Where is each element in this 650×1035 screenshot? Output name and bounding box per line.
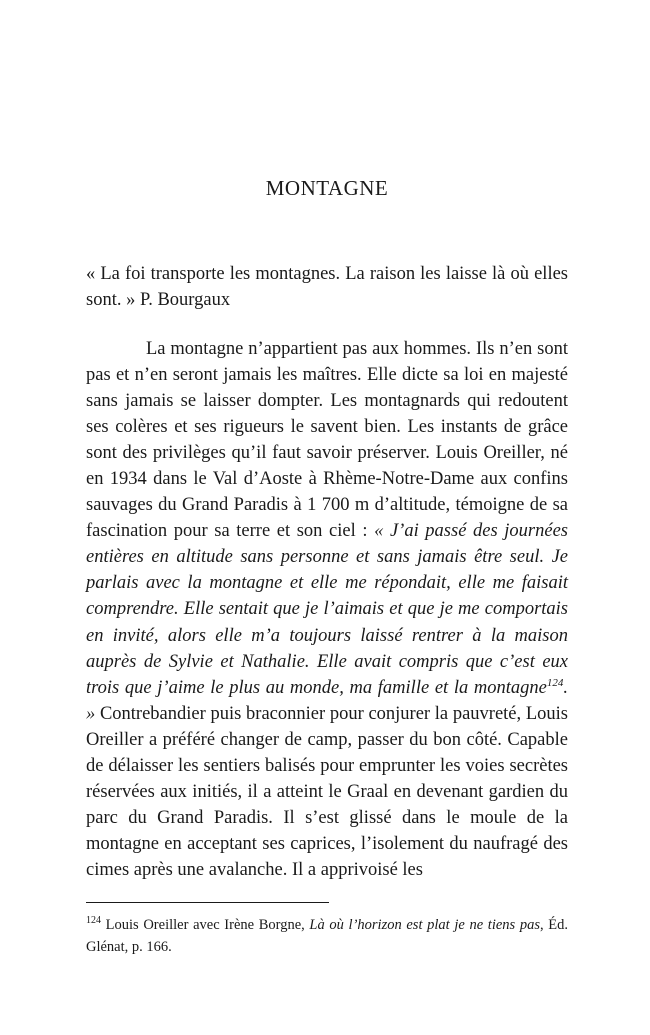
footnote-reference[interactable]: 124 (546, 676, 564, 689)
footnote-separator (86, 902, 329, 903)
body-paragraph (86, 336, 568, 883)
body-quote (86, 521, 568, 723)
footnote (86, 914, 568, 958)
footnote-publisher: , Éd. Glénat, p. 166. (86, 917, 568, 955)
epigraph: « La foi transporte les montagnes. La raison les laisse là où elles sont. » P. Bourgaux (86, 264, 568, 310)
body-quote-text: « J’ai passé des journées entières en altitude sans personne et sans jamais être seul. Je parlais avec la montagne et elle me répondait, elle me faisait comprendre. Elle sentait que je l’aimais et que je me comportais en invité, alors elle m’a toujours laissé rentrer à la maison auprès de Sylvie et Nathalie. Elle avait compris que c’est eux trois que j’aime le plus au monde, ma famille et la montagne (86, 521, 568, 698)
chapter-title: MONTAGNE (265, 176, 389, 200)
body-text-part1: La montagne n’appartient pas aux hommes. Ils n’en sont pas et n’en seront jamais les maîtres. Elle dicte sa loi en majesté sans jamais se laisser dompter. Les montagnards qui redoutent ses colères et ses rigueurs le savent bien. Les instants de grâce sont des privilèges qu’il faut savoir préserver. Louis Oreiller, né en 1934 dans le Val d’Aoste à Rhème-Notre-Dame aux confins sauvages du Grand Paradis à 1 700 m d’altitude, témoigne de sa fascination pour sa terre et son ciel : (86, 339, 568, 542)
footnote-book-title: Là où l’horizon est plat je ne tiens pas (309, 917, 540, 933)
footnote-author: Louis Oreiller avec Irène Borgne, (101, 917, 310, 933)
footnote-number: 124 (86, 915, 101, 927)
body-text-part2: Contrebandier puis braconnier pour conjurer la pauvreté, Louis Oreiller a préféré changer de camp, passer du bon côté. Capable de délaisser les sentiers balisés pour emprunter les voies secrètes réservées aux initiés, il a atteint le Graal en devenant gardien du parc du Grand Paradis. Il s’est glissé dans le moule de la montagne en acceptant ses caprices, l’isolement du naufragé des cimes après une avalanche. Il a apprivoisé les (86, 703, 568, 880)
body-quote-end: . » (86, 677, 568, 724)
